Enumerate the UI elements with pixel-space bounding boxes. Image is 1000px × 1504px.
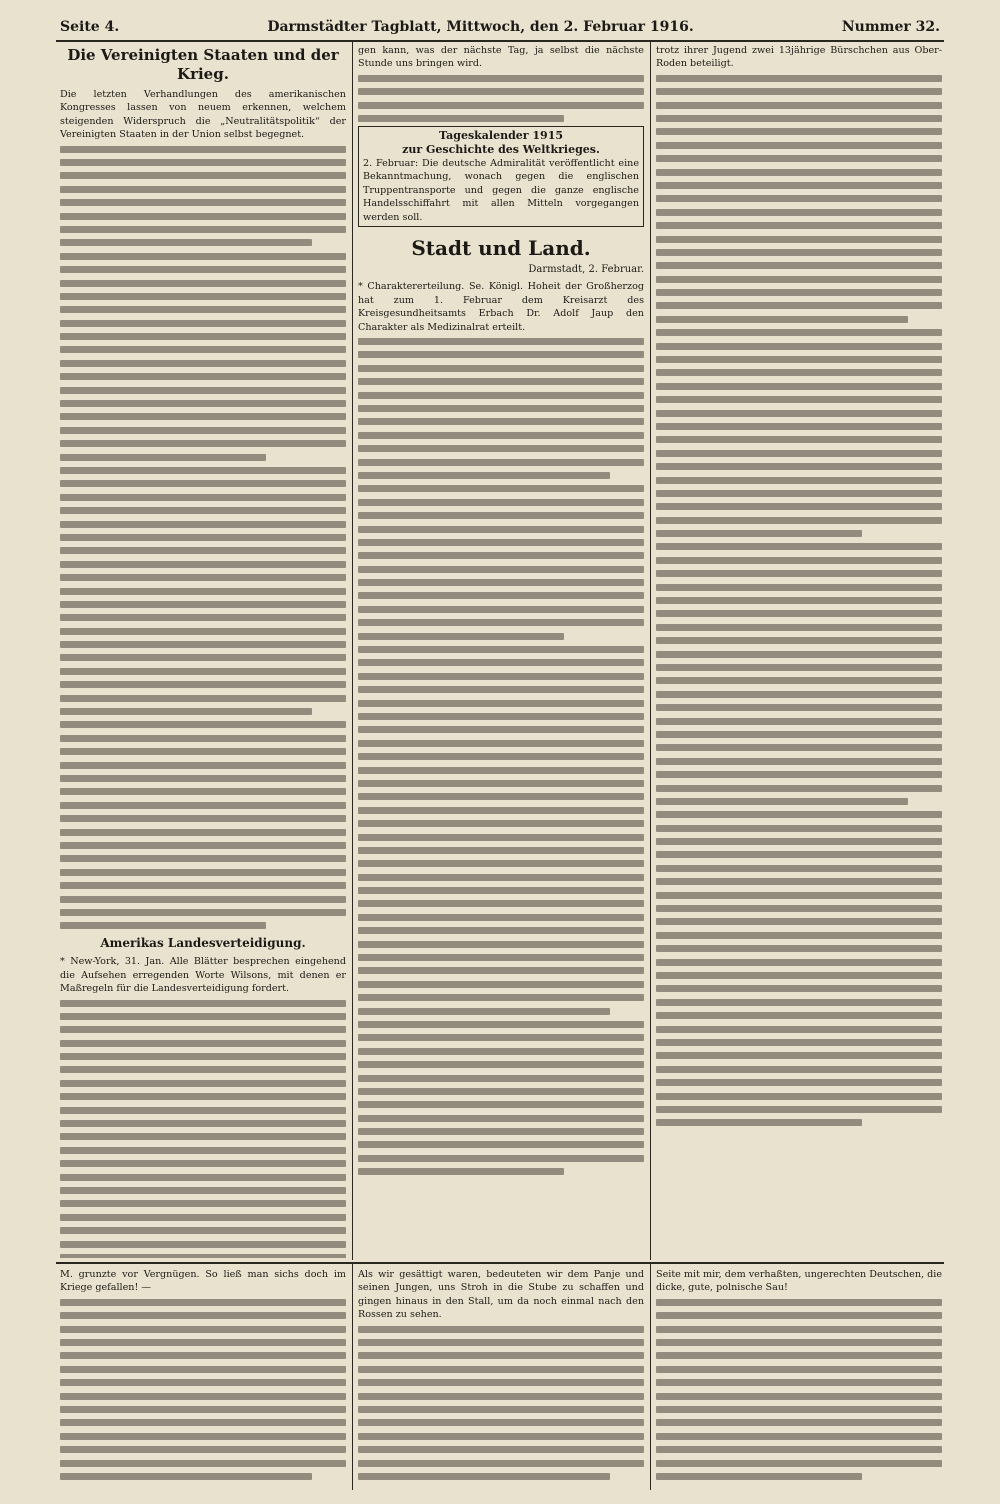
section-divider <box>56 1262 944 1264</box>
column-divider <box>352 1264 353 1490</box>
subarticle-body <box>60 1000 346 1259</box>
page-number: Seite 4. <box>60 19 120 35</box>
column-divider <box>650 42 651 1260</box>
column-3-lead: trotz ihrer Jugend zwei 13jährige Bürschchen aus Ober-Roden beteiligt. <box>656 45 942 70</box>
article-body <box>60 146 346 930</box>
column-3 <box>656 44 942 1258</box>
feuilleton-lead: M. grunzte vor Vergnügen. So ließ man sichs doch im Kriege gefallen! — <box>60 1269 346 1294</box>
section-heading: Stadt und Land. <box>411 236 591 261</box>
article-lead: Die letzten Verhandlungen des amerikanischen Kongresses lassen von neuem erkennen, welchem steigenden Widerspruch die „Neutralitätspolitik“ der Vereinigten Staaten in der Union selbst begegnet. <box>60 89 346 141</box>
feuilleton-column-1 <box>60 1268 346 1488</box>
calendar-entry: 2. Februar: Die deutsche Admiralität veröffentlicht eine Bekanntmachung, wonach gegen die englischen Truppentransporte und gegen die ganze englische Handelsschiffahrt mit allen Mitteln vorgegangen werden soll. <box>363 157 639 223</box>
feuilleton-column-3 <box>656 1268 942 1488</box>
column-3-body <box>656 75 942 1126</box>
header-rule <box>56 40 944 42</box>
calendar-subtitle: zur Geschichte des Weltkrieges. <box>402 142 600 156</box>
continued-body <box>358 75 644 122</box>
subarticle-lead: * New-York, 31. Jan. Alle Blätter besprechen eingehend die Aufsehen erregenden Worte Wilsons, mit denen er Maßregeln für die Landesverteidigung fordert. <box>60 956 346 995</box>
column-divider <box>352 42 353 1260</box>
feuilleton-body <box>656 1299 942 1480</box>
feuilleton-lead: Seite mit mir, dem verhaßten, ungerechten Deutschen, die dicke, gute, polnische Sau! <box>656 1269 942 1294</box>
news-items-body <box>358 338 644 1175</box>
article-heading: Die Vereinigten Staaten und der Krieg. <box>67 46 339 83</box>
page-header <box>60 16 940 38</box>
issue-number: Nummer 32. <box>841 19 940 35</box>
continued-text: gen kann, was der nächste Tag, ja selbst die nächste Stunde uns bringen wird. <box>358 45 644 70</box>
calendar-box <box>358 126 644 227</box>
dateline: Darmstadt, 2. Februar. <box>528 264 644 276</box>
calendar-title: Tageskalender 1915 <box>439 128 563 142</box>
feuilleton-column-2 <box>358 1268 644 1488</box>
column-2 <box>358 44 644 1258</box>
column-divider <box>650 1264 651 1490</box>
masthead-title: Darmstädter Tagblatt, Mittwoch, den 2. Februar 1916. <box>267 19 694 35</box>
article-subheading: Amerikas Landesverteidigung. <box>100 936 306 951</box>
feuilleton-body <box>358 1326 644 1480</box>
news-item-lead: * Charaktererteilung. Se. Königl. Hoheit der Großherzog hat zum 1. Februar dem Kreisarzt des Kreisgesundheitsamts Erbach Dr. Adolf Jaup den Charakter als Medizinalrat erteilt. <box>358 281 644 333</box>
feuilleton-body <box>60 1299 346 1480</box>
column-1 <box>60 44 346 1258</box>
feuilleton-lead: Als wir gesättigt waren, bedeuteten wir dem Panje und seinen Jungen, uns Stroh in die Stube zu schaffen und gingen hinaus in den Stall, um da noch einmal nach den Rossen zu sehen. <box>358 1269 644 1321</box>
